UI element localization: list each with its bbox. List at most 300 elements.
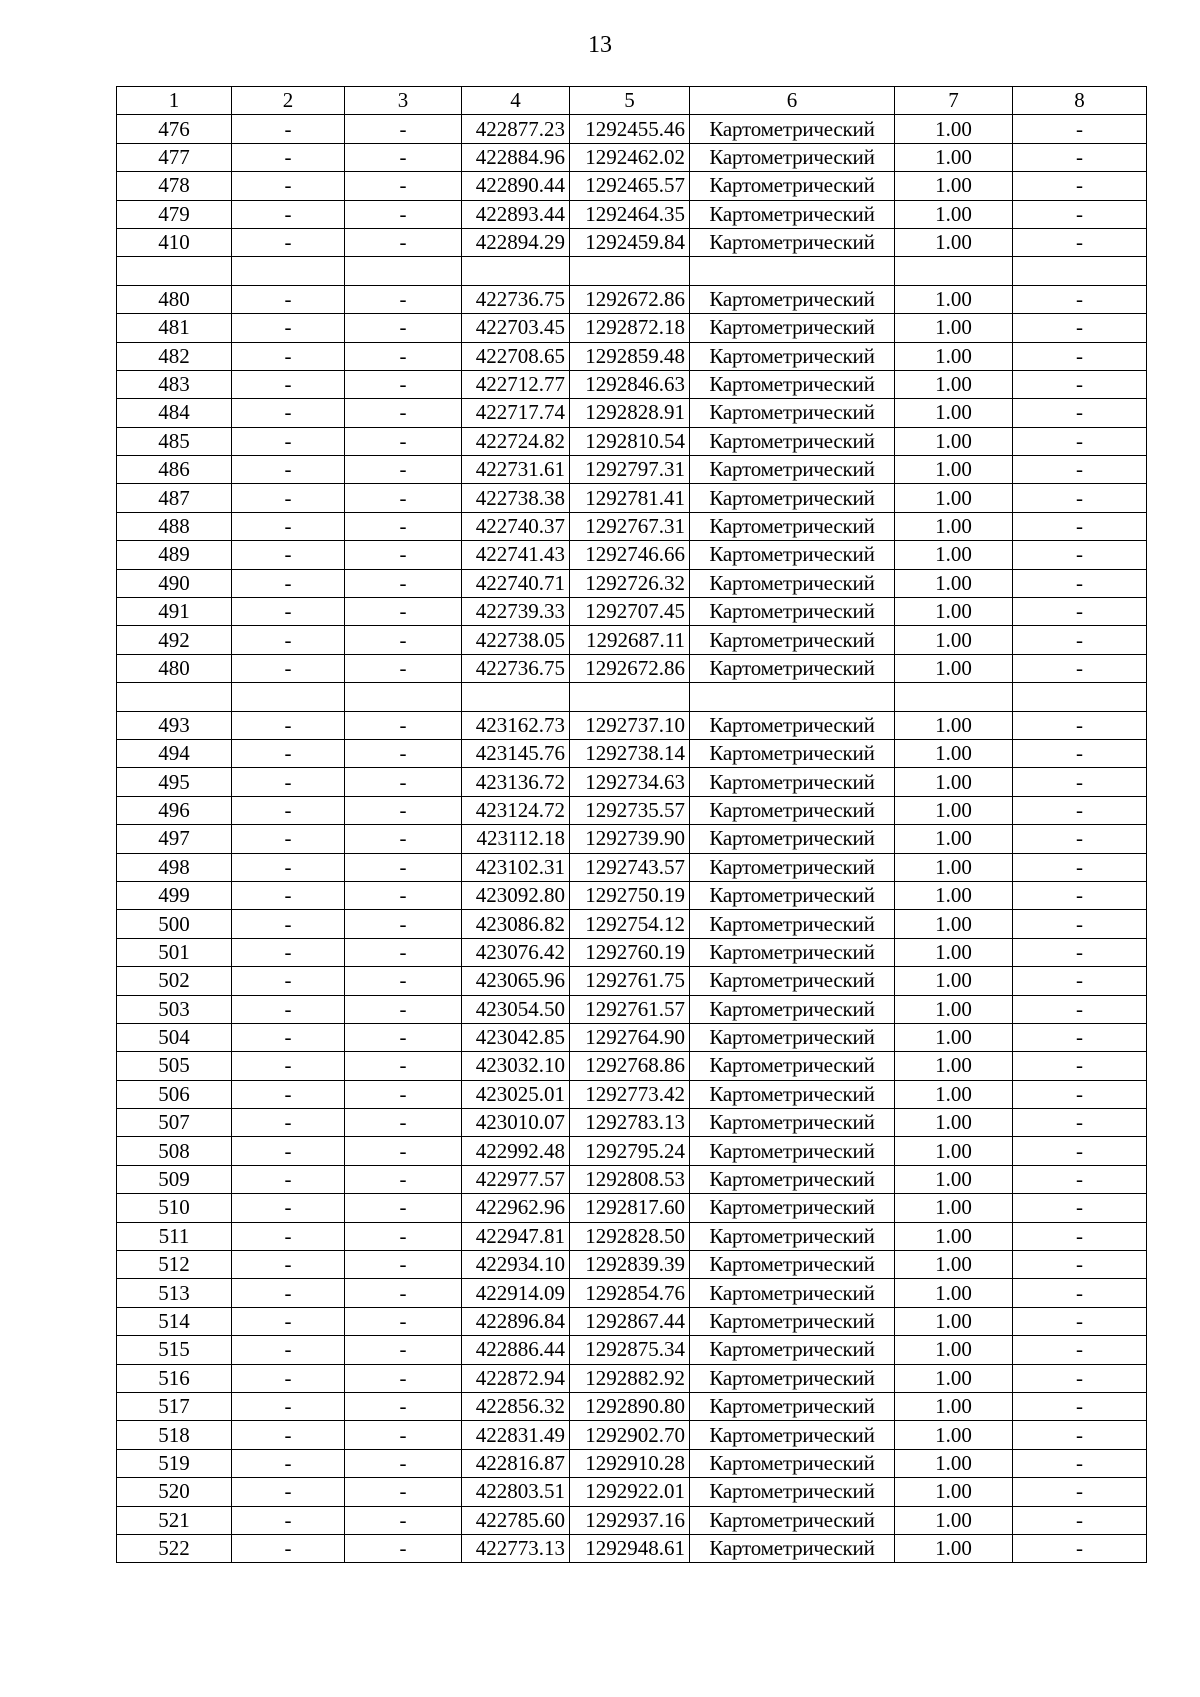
method: Картометрический	[690, 370, 895, 398]
column-2-value: -	[232, 115, 345, 143]
column-2-value: -	[232, 1194, 345, 1222]
accuracy: 1.00	[895, 598, 1013, 626]
x-coordinate: 422738.05	[462, 626, 570, 654]
table-row	[117, 115, 1147, 143]
point-number: 480	[117, 285, 232, 313]
x-coordinate: 422877.23	[462, 115, 570, 143]
table-row	[117, 1421, 1147, 1449]
point-number: 503	[117, 995, 232, 1023]
point-number: 515	[117, 1336, 232, 1364]
column-8-value: -	[1013, 512, 1147, 540]
y-coordinate: 1292783.13	[570, 1109, 690, 1137]
x-coordinate: 422856.32	[462, 1392, 570, 1420]
column-8-value: -	[1013, 825, 1147, 853]
column-8-value: -	[1013, 1506, 1147, 1534]
point-number: 516	[117, 1364, 232, 1392]
method: Картометрический	[690, 1279, 895, 1307]
accuracy: 1.00	[895, 484, 1013, 512]
x-coordinate: 422890.44	[462, 172, 570, 200]
point-number: 500	[117, 910, 232, 938]
accuracy	[895, 683, 1013, 711]
x-coordinate: 422736.75	[462, 285, 570, 313]
column-8-value: -	[1013, 1364, 1147, 1392]
accuracy: 1.00	[895, 399, 1013, 427]
accuracy: 1.00	[895, 1194, 1013, 1222]
point-number: 492	[117, 626, 232, 654]
x-coordinate: 422896.84	[462, 1307, 570, 1335]
y-coordinate: 1292761.75	[570, 967, 690, 995]
column-8-value: -	[1013, 285, 1147, 313]
page-number: 13	[588, 32, 612, 58]
accuracy: 1.00	[895, 285, 1013, 313]
method: Картометрический	[690, 598, 895, 626]
point-number: 487	[117, 484, 232, 512]
y-coordinate: 1292687.11	[570, 626, 690, 654]
method: Картометрический	[690, 1052, 895, 1080]
column-2-value: -	[232, 512, 345, 540]
column-8-value: -	[1013, 1080, 1147, 1108]
table-row	[117, 1478, 1147, 1506]
y-coordinate: 1292828.50	[570, 1222, 690, 1250]
method: Картометрический	[690, 825, 895, 853]
y-coordinate: 1292846.63	[570, 370, 690, 398]
table-row	[117, 626, 1147, 654]
column-2-value: -	[232, 1137, 345, 1165]
point-number: 502	[117, 967, 232, 995]
column-3-value: -	[345, 342, 462, 370]
x-coordinate: 423102.31	[462, 853, 570, 881]
column-8-value: -	[1013, 881, 1147, 909]
column-3-value: -	[345, 1534, 462, 1562]
table-row	[117, 314, 1147, 342]
column-8-value: -	[1013, 1478, 1147, 1506]
point-number: 514	[117, 1307, 232, 1335]
x-coordinate: 423025.01	[462, 1080, 570, 1108]
column-8-value: -	[1013, 626, 1147, 654]
column-2-value: -	[232, 1506, 345, 1534]
method: Картометрический	[690, 172, 895, 200]
point-number: 480	[117, 654, 232, 682]
column-2-value: -	[232, 228, 345, 256]
y-coordinate: 1292672.86	[570, 285, 690, 313]
table-row	[117, 484, 1147, 512]
accuracy: 1.00	[895, 796, 1013, 824]
column-header: 7	[895, 87, 1013, 115]
point-number: 482	[117, 342, 232, 370]
y-coordinate: 1292672.86	[570, 654, 690, 682]
x-coordinate: 423086.82	[462, 910, 570, 938]
x-coordinate: 422785.60	[462, 1506, 570, 1534]
y-coordinate: 1292808.53	[570, 1165, 690, 1193]
table-row	[117, 938, 1147, 966]
x-coordinate: 423054.50	[462, 995, 570, 1023]
y-coordinate: 1292734.63	[570, 768, 690, 796]
point-number: 498	[117, 853, 232, 881]
y-coordinate: 1292746.66	[570, 541, 690, 569]
column-2-value: -	[232, 995, 345, 1023]
method: Картометрический	[690, 1251, 895, 1279]
column-8-value: -	[1013, 484, 1147, 512]
y-coordinate: 1292754.12	[570, 910, 690, 938]
column-8-value: -	[1013, 200, 1147, 228]
table-row	[117, 1279, 1147, 1307]
method: Картометрический	[690, 314, 895, 342]
column-8-value: -	[1013, 1222, 1147, 1250]
method: Картометрический	[690, 1137, 895, 1165]
column-8-value: -	[1013, 995, 1147, 1023]
method: Картометрический	[690, 1478, 895, 1506]
table-row	[117, 1392, 1147, 1420]
accuracy: 1.00	[895, 569, 1013, 597]
method: Картометрический	[690, 1194, 895, 1222]
accuracy: 1.00	[895, 1478, 1013, 1506]
x-coordinate: 422724.82	[462, 427, 570, 455]
accuracy: 1.00	[895, 1307, 1013, 1335]
x-coordinate: 422740.71	[462, 569, 570, 597]
column-8-value	[1013, 257, 1147, 285]
y-coordinate: 1292462.02	[570, 143, 690, 171]
method: Картометрический	[690, 115, 895, 143]
table-row	[117, 370, 1147, 398]
column-3-value: -	[345, 172, 462, 200]
method: Картометрический	[690, 1506, 895, 1534]
x-coordinate: 422736.75	[462, 654, 570, 682]
column-8-value: -	[1013, 768, 1147, 796]
column-8-value: -	[1013, 172, 1147, 200]
column-3-value: -	[345, 228, 462, 256]
method: Картометрический	[690, 569, 895, 597]
column-3-value: -	[345, 853, 462, 881]
table-row	[117, 1449, 1147, 1477]
accuracy: 1.00	[895, 768, 1013, 796]
method: Картометрический	[690, 1307, 895, 1335]
column-2-value: -	[232, 796, 345, 824]
column-3-value: -	[345, 569, 462, 597]
column-3-value: -	[345, 711, 462, 739]
method: Картометрический	[690, 938, 895, 966]
point-number: 495	[117, 768, 232, 796]
column-2-value: -	[232, 1392, 345, 1420]
table-row	[117, 1080, 1147, 1108]
accuracy: 1.00	[895, 1251, 1013, 1279]
y-coordinate: 1292738.14	[570, 739, 690, 767]
table-row	[117, 1534, 1147, 1562]
y-coordinate: 1292828.91	[570, 399, 690, 427]
x-coordinate: 422816.87	[462, 1449, 570, 1477]
column-2-value: -	[232, 910, 345, 938]
column-3-value: -	[345, 881, 462, 909]
column-8-value: -	[1013, 654, 1147, 682]
column-2-value: -	[232, 342, 345, 370]
table-row	[117, 1364, 1147, 1392]
column-8-value: -	[1013, 796, 1147, 824]
point-number: 484	[117, 399, 232, 427]
column-2-value: -	[232, 1165, 345, 1193]
column-8-value: -	[1013, 370, 1147, 398]
column-3-value: -	[345, 1421, 462, 1449]
y-coordinate: 1292768.86	[570, 1052, 690, 1080]
column-3-value	[345, 257, 462, 285]
table-row	[117, 881, 1147, 909]
column-2-value: -	[232, 1364, 345, 1392]
column-8-value: -	[1013, 314, 1147, 342]
table-row	[117, 1023, 1147, 1051]
column-3-value: -	[345, 512, 462, 540]
y-coordinate: 1292760.19	[570, 938, 690, 966]
column-2-value: -	[232, 654, 345, 682]
y-coordinate: 1292890.80	[570, 1392, 690, 1420]
column-3-value: -	[345, 541, 462, 569]
x-coordinate: 422977.57	[462, 1165, 570, 1193]
table-row	[117, 1251, 1147, 1279]
y-coordinate: 1292937.16	[570, 1506, 690, 1534]
x-coordinate: 422872.94	[462, 1364, 570, 1392]
table-body	[117, 115, 1147, 1563]
y-coordinate: 1292743.57	[570, 853, 690, 881]
method: Картометрический	[690, 626, 895, 654]
x-coordinate	[462, 257, 570, 285]
column-2-value	[232, 683, 345, 711]
y-coordinate: 1292735.57	[570, 796, 690, 824]
method: Картометрический	[690, 1392, 895, 1420]
point-number: 504	[117, 1023, 232, 1051]
method: Картометрический	[690, 1421, 895, 1449]
x-coordinate: 422803.51	[462, 1478, 570, 1506]
y-coordinate: 1292859.48	[570, 342, 690, 370]
x-coordinate: 423065.96	[462, 967, 570, 995]
column-3-value: -	[345, 938, 462, 966]
y-coordinate: 1292867.44	[570, 1307, 690, 1335]
x-coordinate: 422738.38	[462, 484, 570, 512]
point-number: 489	[117, 541, 232, 569]
accuracy: 1.00	[895, 1279, 1013, 1307]
method: Картометрический	[690, 285, 895, 313]
method: Картометрический	[690, 484, 895, 512]
x-coordinate: 423010.07	[462, 1109, 570, 1137]
column-2-value: -	[232, 1478, 345, 1506]
point-number: 517	[117, 1392, 232, 1420]
point-number: 485	[117, 427, 232, 455]
accuracy: 1.00	[895, 1392, 1013, 1420]
column-3-value: -	[345, 626, 462, 654]
method: Картометрический	[690, 910, 895, 938]
column-2-value: -	[232, 285, 345, 313]
x-coordinate: 423112.18	[462, 825, 570, 853]
x-coordinate: 422962.96	[462, 1194, 570, 1222]
column-3-value: -	[345, 314, 462, 342]
column-2-value: -	[232, 1052, 345, 1080]
x-coordinate: 422886.44	[462, 1336, 570, 1364]
column-3-value: -	[345, 1194, 462, 1222]
y-coordinate: 1292797.31	[570, 456, 690, 484]
x-coordinate: 422703.45	[462, 314, 570, 342]
table-row	[117, 342, 1147, 370]
method: Картометрический	[690, 456, 895, 484]
y-coordinate: 1292839.39	[570, 1251, 690, 1279]
accuracy: 1.00	[895, 228, 1013, 256]
column-3-value: -	[345, 1080, 462, 1108]
method: Картометрический	[690, 512, 895, 540]
method: Картометрический	[690, 228, 895, 256]
point-number: 521	[117, 1506, 232, 1534]
x-coordinate: 422893.44	[462, 200, 570, 228]
column-2-value: -	[232, 711, 345, 739]
point-number: 506	[117, 1080, 232, 1108]
table-row	[117, 1165, 1147, 1193]
accuracy: 1.00	[895, 711, 1013, 739]
column-8-value: -	[1013, 739, 1147, 767]
accuracy: 1.00	[895, 456, 1013, 484]
column-3-value: -	[345, 456, 462, 484]
y-coordinate: 1292948.61	[570, 1534, 690, 1562]
accuracy: 1.00	[895, 314, 1013, 342]
column-2-value: -	[232, 1080, 345, 1108]
point-number	[117, 683, 232, 711]
accuracy: 1.00	[895, 1364, 1013, 1392]
column-3-value: -	[345, 654, 462, 682]
column-3-value: -	[345, 143, 462, 171]
column-3-value: -	[345, 1137, 462, 1165]
table-header-row	[117, 87, 1147, 115]
column-3-value: -	[345, 399, 462, 427]
point-number: 479	[117, 200, 232, 228]
column-header: 3	[345, 87, 462, 115]
column-2-value: -	[232, 172, 345, 200]
method: Картометрический	[690, 881, 895, 909]
y-coordinate: 1292464.35	[570, 200, 690, 228]
y-coordinate: 1292761.57	[570, 995, 690, 1023]
point-number: 510	[117, 1194, 232, 1222]
point-number: 488	[117, 512, 232, 540]
point-number: 476	[117, 115, 232, 143]
y-coordinate: 1292459.84	[570, 228, 690, 256]
table-row	[117, 825, 1147, 853]
column-header: 6	[690, 87, 895, 115]
column-2-value: -	[232, 314, 345, 342]
table-row	[117, 1336, 1147, 1364]
point-number: 490	[117, 569, 232, 597]
column-8-value: -	[1013, 399, 1147, 427]
column-2-value: -	[232, 881, 345, 909]
method: Картометрический	[690, 399, 895, 427]
column-8-value: -	[1013, 1449, 1147, 1477]
column-2-value: -	[232, 569, 345, 597]
accuracy: 1.00	[895, 825, 1013, 853]
accuracy: 1.00	[895, 1080, 1013, 1108]
x-coordinate: 422717.74	[462, 399, 570, 427]
point-number: 509	[117, 1165, 232, 1193]
y-coordinate: 1292764.90	[570, 1023, 690, 1051]
column-8-value: -	[1013, 1109, 1147, 1137]
table-row	[117, 172, 1147, 200]
column-8-value: -	[1013, 1251, 1147, 1279]
point-number: 519	[117, 1449, 232, 1477]
column-2-value: -	[232, 427, 345, 455]
column-3-value: -	[345, 768, 462, 796]
x-coordinate: 422773.13	[462, 1534, 570, 1562]
point-number: 491	[117, 598, 232, 626]
x-coordinate: 422741.43	[462, 541, 570, 569]
method: Картометрический	[690, 853, 895, 881]
accuracy: 1.00	[895, 1222, 1013, 1250]
column-3-value: -	[345, 1364, 462, 1392]
y-coordinate: 1292767.31	[570, 512, 690, 540]
x-coordinate: 422831.49	[462, 1421, 570, 1449]
accuracy: 1.00	[895, 881, 1013, 909]
accuracy: 1.00	[895, 654, 1013, 682]
column-2-value: -	[232, 1222, 345, 1250]
column-2-value: -	[232, 484, 345, 512]
y-coordinate: 1292882.92	[570, 1364, 690, 1392]
table-row	[117, 427, 1147, 455]
method: Картометрический	[690, 768, 895, 796]
column-8-value: -	[1013, 115, 1147, 143]
y-coordinate	[570, 683, 690, 711]
method: Картометрический	[690, 1336, 895, 1364]
x-coordinate: 422740.37	[462, 512, 570, 540]
column-8-value: -	[1013, 456, 1147, 484]
accuracy: 1.00	[895, 1534, 1013, 1562]
table-row	[117, 257, 1147, 285]
table-row	[117, 285, 1147, 313]
y-coordinate: 1292739.90	[570, 825, 690, 853]
table-row	[117, 768, 1147, 796]
accuracy: 1.00	[895, 370, 1013, 398]
accuracy: 1.00	[895, 427, 1013, 455]
point-number: 505	[117, 1052, 232, 1080]
x-coordinate: 422934.10	[462, 1251, 570, 1279]
table-row	[117, 1109, 1147, 1137]
y-coordinate: 1292922.01	[570, 1478, 690, 1506]
column-3-value: -	[345, 484, 462, 512]
accuracy: 1.00	[895, 1421, 1013, 1449]
column-2-value: -	[232, 200, 345, 228]
y-coordinate: 1292810.54	[570, 427, 690, 455]
method: Картометрический	[690, 1222, 895, 1250]
column-2-value: -	[232, 399, 345, 427]
table-row	[117, 541, 1147, 569]
point-number: 512	[117, 1251, 232, 1279]
accuracy: 1.00	[895, 1109, 1013, 1137]
y-coordinate: 1292455.46	[570, 115, 690, 143]
table-row	[117, 1137, 1147, 1165]
column-2-value: -	[232, 1109, 345, 1137]
column-8-value: -	[1013, 1194, 1147, 1222]
method: Картометрический	[690, 1109, 895, 1137]
column-2-value: -	[232, 1421, 345, 1449]
column-3-value: -	[345, 1109, 462, 1137]
x-coordinate: 423032.10	[462, 1052, 570, 1080]
column-3-value: -	[345, 1052, 462, 1080]
method: Картометрический	[690, 796, 895, 824]
column-2-value: -	[232, 1449, 345, 1477]
column-3-value: -	[345, 285, 462, 313]
column-3-value	[345, 683, 462, 711]
method: Картометрический	[690, 1080, 895, 1108]
column-2-value: -	[232, 456, 345, 484]
y-coordinate: 1292872.18	[570, 314, 690, 342]
table-row	[117, 967, 1147, 995]
x-coordinate: 422708.65	[462, 342, 570, 370]
method: Картометрический	[690, 1165, 895, 1193]
table-row	[117, 654, 1147, 682]
table-row	[117, 569, 1147, 597]
column-8-value: -	[1013, 1023, 1147, 1051]
column-2-value: -	[232, 1307, 345, 1335]
point-number: 486	[117, 456, 232, 484]
x-coordinate: 423092.80	[462, 881, 570, 909]
x-coordinate: 422739.33	[462, 598, 570, 626]
